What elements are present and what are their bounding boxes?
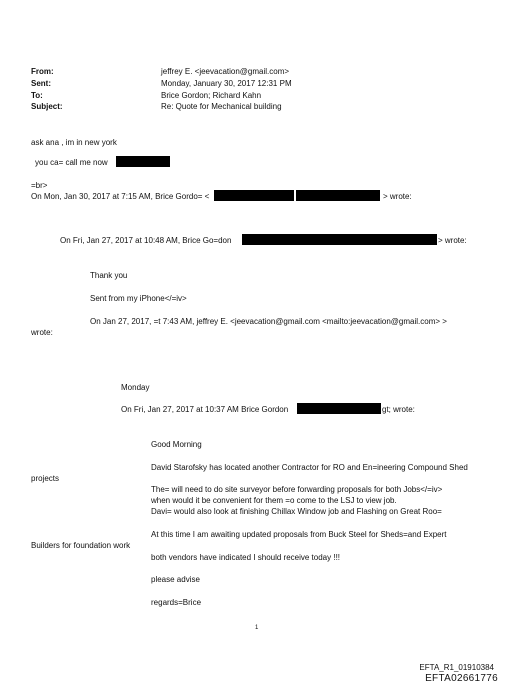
from-value: jeffrey E. <jeevacation@gmail.com> [161, 67, 290, 76]
body-line-1: ask ana , im in new york [31, 138, 117, 147]
body-line-4-suffix: > wrote: [383, 192, 412, 201]
body-line-11-prefix: On Fri, Jan 27, 2017 at 10:37 AM Brice Gordon [121, 405, 289, 414]
from-label: From: [31, 67, 54, 76]
redaction-block [214, 190, 294, 201]
body-line-3: =br> [31, 181, 48, 190]
body-line-9: wrote: [31, 328, 53, 337]
body-line-5-suffix: > wrote: [438, 236, 467, 245]
body-line-17: Davi= would also look at finishing Chillax Window job and Flashing on Great Roo= [151, 507, 442, 516]
sent-label: Sent: [31, 79, 51, 88]
body-line-12: Good Morning [151, 440, 202, 449]
footer-ref-2: EFTA02661776 [425, 673, 498, 684]
redaction-block [297, 403, 381, 414]
to-value: Brice Gordon; Richard Kahn [161, 91, 262, 100]
page-number: 1 [255, 625, 259, 631]
body-line-13: David Starofsky has located another Contractor for RO and En=ineering Compound Shed [151, 463, 468, 472]
body-line-8: On Jan 27, 2017, =t 7:43 AM, jeffrey E. <jeevacation@gmail.com <mailto:jeevacation@gmail.com> > [90, 317, 447, 326]
body-line-15: The= will need to do site surveyor before forwarding proposals for both Jobs</=iv> [151, 485, 443, 494]
body-line-14: projects [31, 474, 60, 483]
body-line-19: Builders for foundation work [31, 541, 131, 550]
redaction-block [242, 234, 437, 245]
body-line-16: when would it be convenient for them =o come to the LSJ to view job. [151, 496, 397, 505]
body-line-21: please advise [151, 575, 200, 584]
subject-label: Subject: [31, 102, 63, 111]
body-line-11-suffix: gt; wrote: [382, 405, 415, 414]
body-line-10: Monday [121, 383, 150, 392]
body-line-4-prefix: On Mon, Jan 30, 2017 at 7:15 AM, Brice Gordo= < [31, 192, 210, 201]
body-line-22: regards=Brice [151, 598, 202, 607]
to-label: To: [31, 91, 43, 100]
body-line-7: Sent from my iPhone</=iv> [90, 294, 187, 303]
body-line-20: both vendors have indicated I should receive today !!! [151, 553, 341, 562]
redaction-block [116, 156, 170, 167]
sent-value: Monday, January 30, 2017 12:31 PM [161, 79, 292, 88]
subject-value: Re: Quote for Mechanical building [161, 102, 282, 111]
redaction-block [296, 190, 380, 201]
body-line-5-prefix: On Fri, Jan 27, 2017 at 10:48 AM, Brice Go=don [60, 236, 232, 245]
body-line-6: Thank you [90, 271, 128, 280]
footer-ref-1: EFTA_R1_01910384 [419, 663, 494, 672]
body-line-2: you ca= call me now [35, 158, 108, 167]
body-line-18: At this time I am awaiting updated proposals from Buck Steel for Sheds=and Expert [151, 530, 447, 539]
